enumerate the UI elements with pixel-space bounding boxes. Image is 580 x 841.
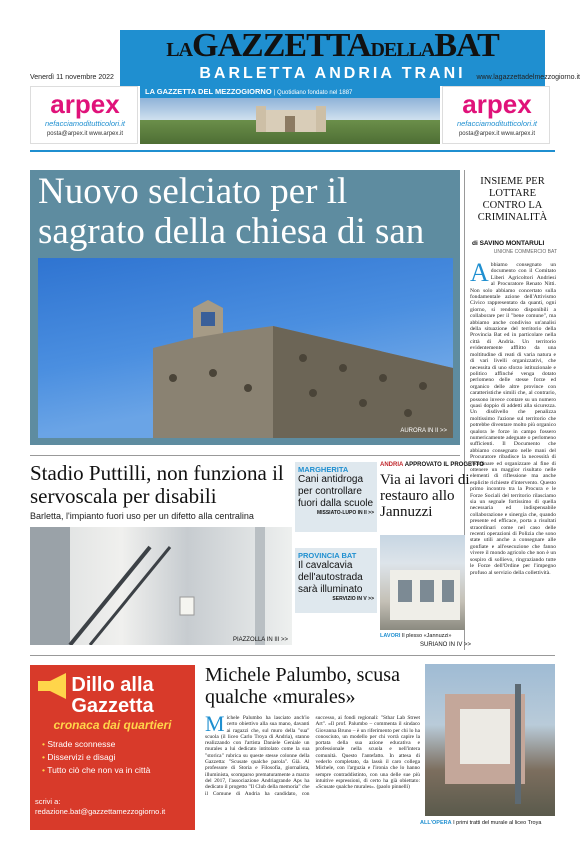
dillo-subtitle: cronaca dai quartieri: [53, 718, 172, 732]
ad-url: posta@arpex.it www.arpex.it: [458, 131, 536, 137]
church-photo: [38, 258, 453, 438]
church-facade-icon: [153, 278, 453, 438]
strip-label: LA GAZZETTA DEL MEZZOGIORNO | Quotidiano fondato nel 1887: [145, 87, 353, 96]
mural-wall-icon: [425, 664, 555, 816]
ad-url: posta@arpex.it www.arpex.it: [46, 131, 124, 137]
margherita-ref[interactable]: MISSIATO-LUPO IN II >>: [316, 510, 374, 516]
januzzi-caption: LAVORI Il plesso «Jannuzzi»: [380, 633, 452, 639]
dillo-email-link[interactable]: redazione.bat@gazzettamezzogiorno.it: [35, 807, 166, 816]
palumbo-caption: ALL'OPERA I primi tratti del murale al liceo Troya: [420, 820, 542, 826]
sidebar-author-role: UNIONE COMMERCIO BAT: [493, 249, 557, 255]
januzzi-kicker: ANDRIA APPROVATO IL PROGETTO: [380, 462, 484, 468]
issue-date: Venerdì 11 novembre 2022: [30, 74, 114, 81]
dillo-list: [42, 738, 192, 777]
sidebar-body: Abbiamo consegnato un documento con il Comitato Liberi Agricoltori Andriesi al Procuratore Renato Nitti. Non solo abbiamo concertato sulla fondamentale azione dell'Attivismo Civico rappresentato da quanti, ogni giorno, si rendono disponibili a collaborare per il "bene comune", ma abbiamo anche condiviso un'analisi della situazione del territorio della Provincia Bat ed in particolare nella città di Andria. Un territorio evidentemente afflitto da una moltitudine di reati di varia natura e di vari livelli organizzativi, che necessita di uno sforzo istituzionale e politico affinché venga dotato perlomeno delle stesse forze ed organico delle altre province con caratteristiche simili che, al contrario, possono invece contare su un numero quasi doppio di addetti alla sicurezza. Un disdivello che penalizza moltissimo l'azione sul territorio che potrebbe diventare molto più organico qualora le forze in campo fossero numericamente adeguate o perlomeno sufficienti. Il Documento che abbiamo consegnato nelle mani del Procuratore ribadisce la necessità di coordinare ed organizzare al fine di ottenere un maggior risultato nelle elementi di riflessione ma anche esplicite richieste d'intervento. Questo primo incontro tra la Procura e le Forze Sociali del territorio rilasciamo sia un segnale fortissimo di quella necessaria ed indispensabile collaborazione e sinergia che, quando presente ed efficace, porta a risultati straordinari come nel caso delle recenti operazioni di Polizia che sono state utili anche a consegnare alle gonfiate e all'esecuzione che fanno vivere il mondo agricolo che non è un sospiro di sollievo, ringraziando tutte le Forze dell'Ordine per l'impegno profuso al servizio della collettività.: [470, 262, 556, 576]
stadio-subtitle: Barletta, l'impianto fuori uso per un difetto alla centralina: [30, 511, 254, 521]
drop-cap: A: [470, 262, 489, 287]
cities-line: BARLETTA ANDRIA TRANI: [199, 65, 466, 82]
stadio-credit[interactable]: PIAZZOLLA IN III >>: [232, 637, 288, 643]
section-rule: [30, 655, 555, 656]
murales-photo: [425, 664, 555, 816]
arpex-logo: arpex: [50, 89, 120, 119]
provincia-ref[interactable]: SERVIZIO IN V >>: [332, 596, 374, 602]
provincia-text: Il cavalcavia dell'autostrada sarà illuminato: [298, 560, 363, 595]
paper-name: LAGAZZETTADELLABAT: [166, 27, 499, 64]
sidebar-author: di SAVINO MONTARULI: [472, 240, 545, 247]
arpex-logo: arpex: [462, 89, 532, 119]
dillo-title: Dillo alla Gazzetta: [71, 674, 154, 717]
lead-headline[interactable]: Nuovo selciato per il sagrato della chiesa di san: [38, 171, 425, 252]
januzzi-headline[interactable]: Via ai lavori di restauro allo Jannuzzi: [380, 472, 470, 520]
website-link[interactable]: www.lagazzettadelmezzogiorno.it: [476, 74, 580, 81]
ad-left[interactable]: [30, 86, 138, 144]
provincia-kicker: PROVINCIA BAT: [298, 551, 357, 560]
palumbo-body: Michele Palumbo ha lasciato anch'io certo obiettivo alla sua mano, davanti ai ragazzi che, sul muro della "sua" scuola (il liceo Carlo Troya di Andria), stanno realizzando con l'artista Daniele Geniale un murales a lui dedicato intitolato come la sua "storica" rubrica su queste stesse colonne della Gazzetta: "Scusate qualche parola". Già. Al professore di Storia e Filosofia, giornalista, illuminista, scomparso prematuramente a marzo del 2017, l'associazione Andriagrande Aps ha dedicato il progetto "Il Club della memoria" che il Comune di Andria ha candidato, con successo, ai fondi regionali: "Sthar Lab Street Art". «Il prof. Palumbo – commenta il sindaco Giovanna Bruno – è un riferimento per chi lo ha conosciuto, un modello per chi vorrà capire la portata della sua azione educativa e professionale nella scuola e nell'intera comunità. Questo l'antefatto. In attesa di vederlo completato, da lassù il caro collega Michele, con l'arguzia e l'ironia che lo hanno sempre contraddistinto, con una delle sue più intuitive espressioni, di certo ha già obiettato: «Scusate qualche murales». (paolo pinnelli): [205, 715, 420, 797]
januzzi-photo: [380, 535, 465, 630]
dillo-contact: [35, 797, 195, 817]
margherita-text: Cani antidroga per controllare fuori dalla scuole: [298, 474, 374, 509]
school-building-icon: [380, 535, 465, 630]
dillo-write-label: scrivi a:: [35, 797, 61, 806]
section-rule: [30, 455, 460, 456]
stadio-headline[interactable]: Stadio Puttilli, non funziona il servoscala per disabili: [30, 461, 284, 508]
ad-slogan: nefacciamoditutticolori.it: [44, 119, 126, 128]
januzzi-credit[interactable]: SURIANO IN IV >>: [420, 642, 472, 648]
ad-right[interactable]: [442, 86, 550, 144]
stadio-photo: [30, 527, 292, 645]
stairlift-icon: [30, 527, 292, 645]
palumbo-headline[interactable]: Michele Palumbo, scusa qualche «murales»: [205, 664, 400, 708]
list-item: • Tutto ciò che non va in città: [42, 764, 192, 777]
list-item: • Disservizi e disagi: [42, 751, 192, 764]
ad-slogan: nefacciamoditutticolori.it: [456, 119, 538, 128]
provincia-box[interactable]: [295, 548, 377, 613]
margherita-box[interactable]: [295, 462, 377, 532]
photo-credit[interactable]: AURORA IN II >>: [400, 428, 447, 434]
header-rule: [30, 150, 555, 152]
margherita-kicker: MARGHERITA: [298, 465, 349, 474]
sidebar-headline[interactable]: INSIEME PER LOTTARE CONTRO LA CRIMINALITÀ: [477, 176, 548, 223]
drop-cap: M: [205, 715, 225, 736]
list-item: • Strade sconnesse: [42, 738, 192, 751]
